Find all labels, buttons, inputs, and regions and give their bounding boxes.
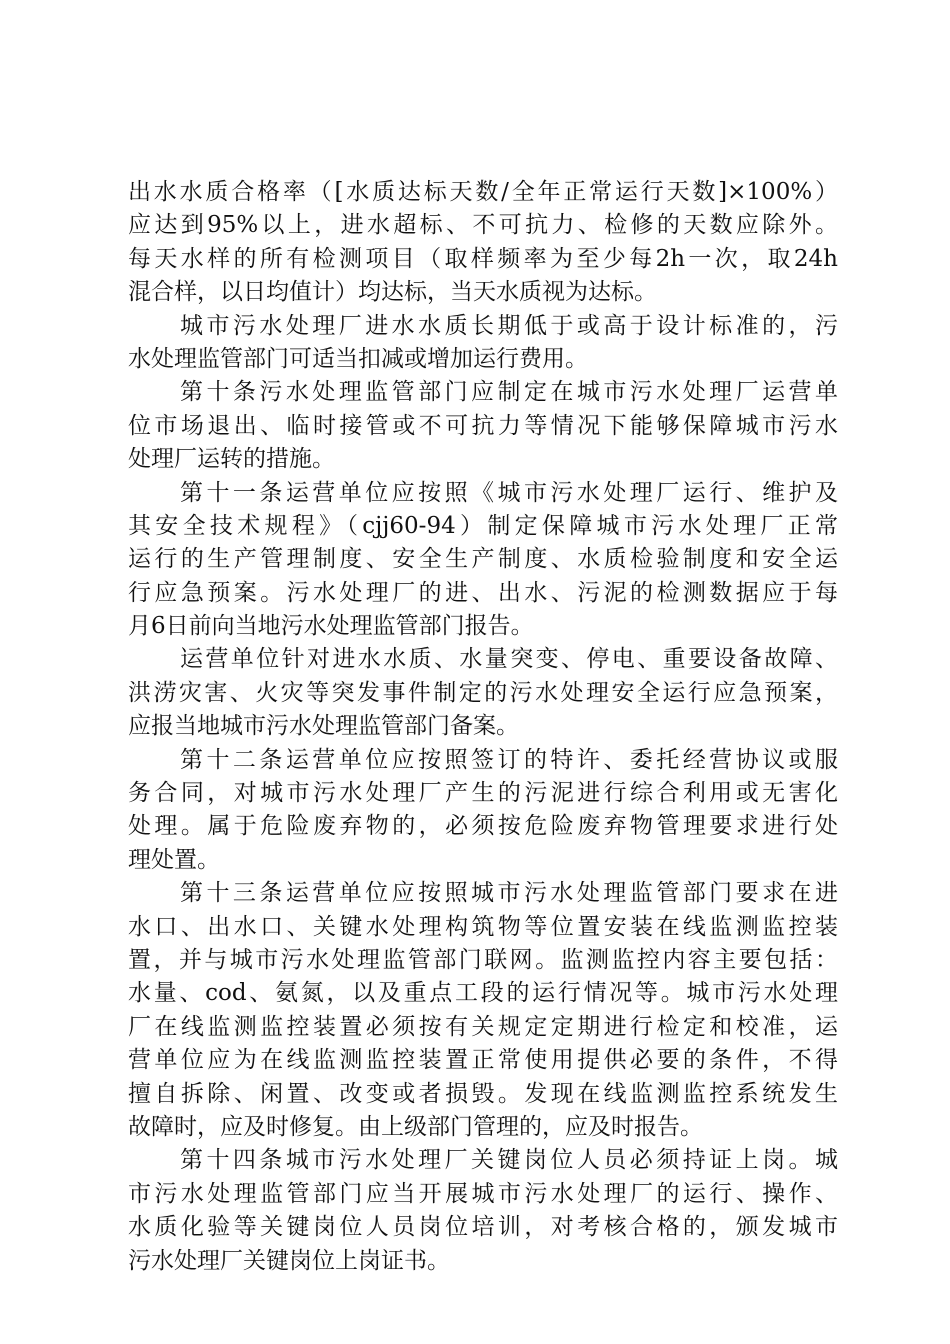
paragraph-line: 水量、cod、氨氮，以及重点工段的运行情况等。城市污水处理 bbox=[128, 980, 838, 1007]
paragraph-first-line: 第十三条运营单位应按照城市污水处理监管部门要求在进 bbox=[180, 880, 838, 907]
paragraph-line: 置，并与城市污水处理监管部门联网。监测监控内容主要包括： bbox=[128, 946, 838, 973]
paragraph-line: 处理。属于危险废弃物的，必须按危险废弃物管理要求进行处 bbox=[128, 813, 838, 840]
paragraph-line: 应报当地城市污水处理监管部门备案。 bbox=[128, 713, 519, 740]
paragraph-line: 市污水处理监管部门应当开展城市污水处理厂的运行、操作、 bbox=[128, 1180, 838, 1207]
paragraph-line: 月6日前向当地污水处理监管部门报告。 bbox=[128, 613, 534, 640]
paragraph-line: 厂在线监测监控装置必须按有关规定定期进行检定和校准，运 bbox=[128, 1013, 838, 1040]
paragraph-line: 务合同，对城市污水处理厂产生的污泥进行综合利用或无害化 bbox=[128, 780, 838, 807]
paragraph-line: 污水处理厂关键岗位上岗证书。 bbox=[128, 1247, 450, 1274]
paragraph-first-line: 运营单位针对进水水质、水量突变、停电、重要设备故障、 bbox=[180, 646, 838, 673]
paragraph-line: 位市场退出、临时接管或不可抗力等情况下能够保障城市污水 bbox=[128, 412, 838, 439]
paragraph-line: 其安全技术规程》（cjj60-94）制定保障城市污水处理厂正常 bbox=[128, 512, 838, 539]
paragraph-line: 行应急预案。污水处理厂的进、出水、污泥的检测数据应于每 bbox=[128, 579, 838, 606]
paragraph-first-line: 城市污水处理厂进水水质长期低于或高于设计标准的，污 bbox=[180, 312, 838, 339]
paragraph-first-line: 第十二条运营单位应按照签订的特许、委托经营协议或服 bbox=[180, 746, 838, 773]
paragraph-line: 水质化验等关键岗位人员岗位培训，对考核合格的，颁发城市 bbox=[128, 1214, 838, 1241]
paragraph-line: 洪涝灾害、火灾等突发事件制定的污水处理安全运行应急预案， bbox=[128, 679, 838, 706]
paragraph-line: 运行的生产管理制度、安全生产制度、水质检验制度和安全运 bbox=[128, 546, 838, 573]
paragraph-line: 混合样，以日均值计）均达标，当天水质视为达标。 bbox=[128, 279, 657, 306]
paragraph-line: 应达到95%以上，进水超标、不可抗力、检修的天数应除外。 bbox=[128, 212, 838, 239]
paragraph-first-line: 第十条污水处理监管部门应制定在城市污水处理厂运营单 bbox=[180, 379, 838, 406]
document-body bbox=[128, 176, 838, 1278]
paragraph-first-line: 第十一条运营单位应按照《城市污水处理厂运行、维护及 bbox=[180, 479, 838, 506]
paragraph-line: 擅自拆除、闲置、改变或者损毁。发现在线监测监控系统发生 bbox=[128, 1080, 838, 1107]
paragraph-line: 故障时，应及时修复。由上级部门管理的，应及时报告。 bbox=[128, 1113, 703, 1140]
paragraph-line: 营单位应为在线监测监控装置正常使用提供必要的条件，不得 bbox=[128, 1047, 838, 1074]
paragraph-line: 水口、出水口、关键水处理构筑物等位置安装在线监测监控装 bbox=[128, 913, 838, 940]
paragraph-first-line: 第十四条城市污水处理厂关键岗位人员必须持证上岗。城 bbox=[180, 1147, 838, 1174]
paragraph-line: 理处置。 bbox=[128, 846, 220, 873]
paragraph-line: 出水水质合格率（[水质达标天数/全年正常运行天数]×100%） bbox=[128, 179, 838, 205]
paragraph-line: 水处理监管部门可适当扣减或增加运行费用。 bbox=[128, 345, 588, 372]
paragraph-line: 每天水样的所有检测项目（取样频率为至少每2h一次，取24h bbox=[128, 245, 838, 272]
paragraph-line: 处理厂运转的措施。 bbox=[128, 446, 335, 473]
